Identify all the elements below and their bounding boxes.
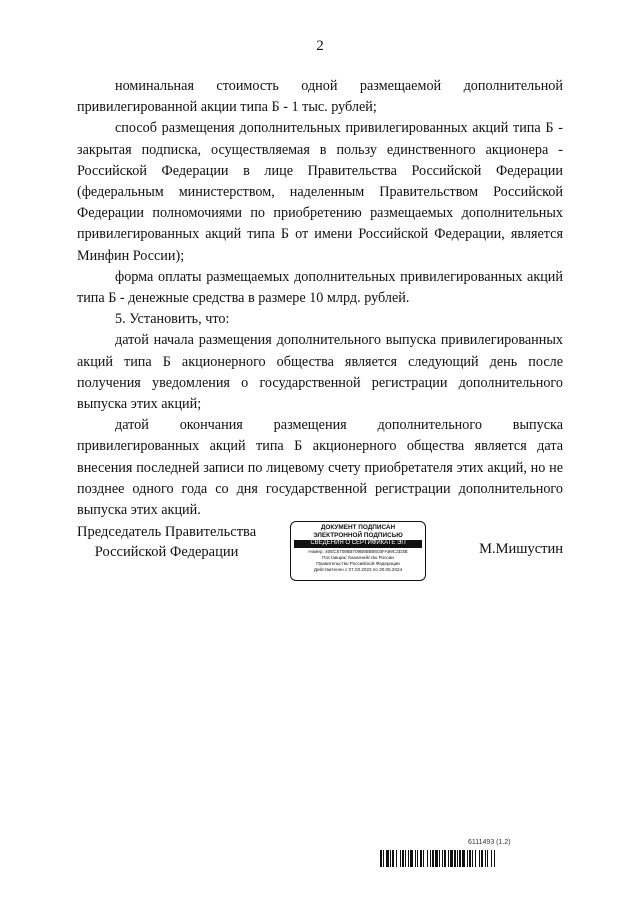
paragraph: форма оплаты размещаемых дополнительных привилегированных акций типа Б - денежные средства в размере 10 млрд. рублей. bbox=[77, 268, 563, 307]
certificate-number: Номер: 40EC57088B709B8B8B603FA99C3D3B bbox=[308, 548, 408, 554]
document-body bbox=[77, 76, 563, 521]
paragraph: 5. Установить, что: bbox=[115, 311, 230, 328]
paragraph: датой начала размещения дополнительного выпуска привилегированных акций типа Б акционерного общества является следующий день после получения уведомления о государственной регистрации дополнительного выпуска этих акций; bbox=[77, 332, 563, 413]
paragraph: номинальная стоимость одной размещаемой дополнительной привилегированной акции типа Б - 1 тыс. рублей; bbox=[77, 78, 563, 116]
electronic-signature-stamp bbox=[290, 521, 426, 581]
page-number: 2 bbox=[316, 38, 324, 54]
certificate-owner: Правительство Российской Федерации bbox=[316, 560, 400, 566]
stamp-title: ЭЛЕКТРОННОЙ ПОДПИСЬЮ bbox=[313, 531, 403, 539]
signer-name: М.Мишустин bbox=[479, 541, 563, 557]
certificate-issuer: Поставщик: Казначейство России bbox=[322, 554, 394, 560]
stamp-band: СВЕДЕНИЯ О СЕРТИФИКАТЕ ЭП bbox=[294, 540, 422, 548]
signatory-position bbox=[77, 522, 256, 562]
paragraph: датой окончания размещения дополнительного выпуска привилегированных акций типа Б акционерного общества является дата внесения последней записи по лицевому счету приобретателя этих акций, но не позднее одного года со дня государственной регистрации дополнительного выпуска этих акций. bbox=[77, 417, 563, 519]
position-line: Председатель Правительства bbox=[77, 524, 257, 540]
paragraph: способ размещения дополнительных привилегированных акций типа Б - закрытая подписка, осуществляемая в пользу единственного акционера - Российской Федерации в лице Правительства Российской Федерации (федеральным министерством, наделенным Правительством Российской Федерации полномочиями по приобретению размещаемых дополнительных привилегированных акций типа Б от имени Российской Федерации, является Минфин России); bbox=[77, 120, 563, 264]
stamp-title: ДОКУМЕНТ ПОДПИСАН bbox=[320, 524, 396, 531]
document-code: 6111493 (1.2) bbox=[468, 839, 511, 846]
barcode bbox=[380, 850, 562, 867]
certificate-validity: Действителен с 07.03.2023 по 30.05.2024 bbox=[313, 566, 403, 572]
position-line: Российской Федерации bbox=[94, 544, 239, 560]
